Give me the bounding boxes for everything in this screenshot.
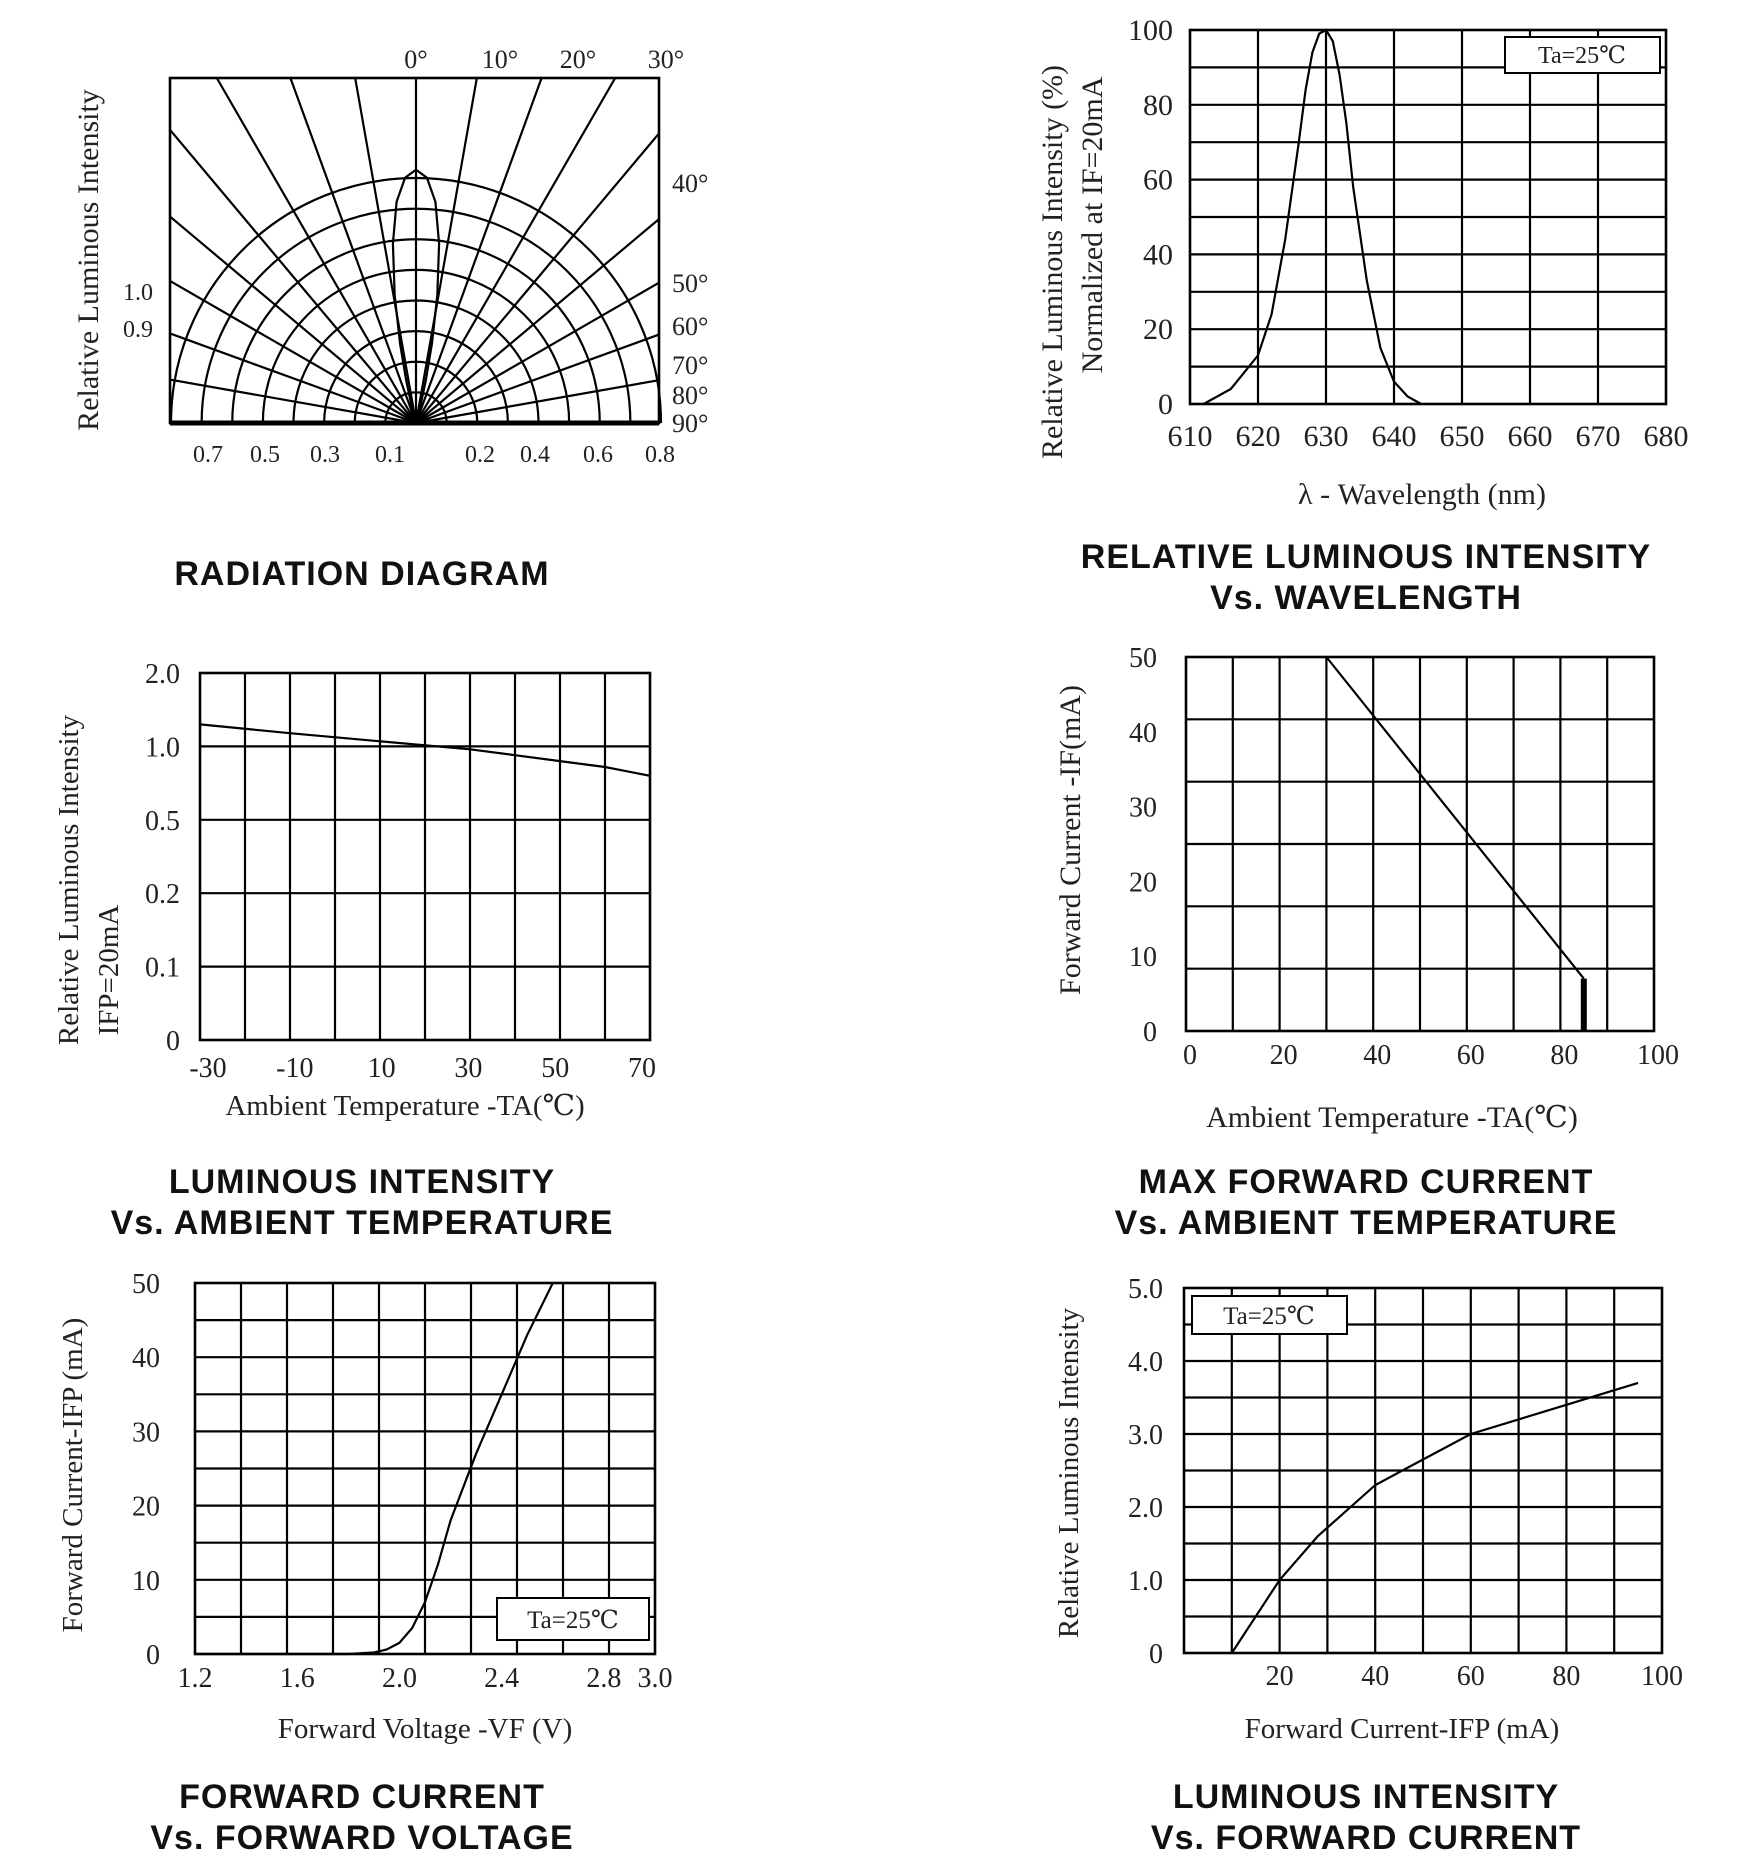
max-current-ylabel: Forward Current -IF(mA) [1054,685,1087,995]
iv-x-tick-label: 2.8 [586,1663,622,1694]
lum-current-y-tick-label: 5.0 [1128,1274,1163,1305]
iv-x-tick-label: 3.0 [637,1663,673,1694]
iv-y-tick-label: 10 [132,1565,160,1597]
iv-ylabel: Forward Current-IFP (mA) [57,1317,89,1633]
lum-current-title: LUMINOUS INTENSITY [1172,1778,1560,1816]
max-current-y-tick-label: 40 [1129,717,1157,749]
max-current-x-tick-label: 40 [1363,1040,1392,1071]
radial-right-04: 0.4 [520,442,550,468]
angle-label-0: 0° [404,45,428,74]
lum-temp-xlabel: Ambient Temperature -TA(℃) [225,1090,585,1122]
wavelength-y-tick-label: 20 [1143,313,1173,347]
max-current-ticks [1129,643,1679,1071]
lum-temp-y-tick-label: 0 [166,1026,180,1057]
radial-right-02: 0.2 [465,442,495,468]
wavelength-subtitle: Vs. WAVELENGTH [1210,579,1522,617]
wavelength-xlabel: λ - Wavelength (nm) [1298,478,1546,511]
lum-temp-x-tick-label: -30 [189,1053,227,1084]
iv-y-tick-label: 0 [146,1640,160,1671]
angle-label-50: 50° [672,269,709,298]
lum-temp-y-tick-label: 0.2 [145,879,180,911]
iv-x-tick-label: 2.4 [484,1663,520,1694]
radial-left-03: 0.3 [310,442,340,468]
lum-temp-x-tick-label: 70 [628,1053,656,1084]
lum-temp-ylabel: Relative Luminous Intensity [53,714,85,1046]
lum-temp-x-tick-label: 10 [367,1053,396,1084]
lum-temp-x-tick-label: -10 [276,1053,314,1084]
wavelength-x-tick-label: 640 [1371,420,1417,453]
lum-current-x-tick-label: 100 [1641,1661,1683,1692]
lum-temp-ticks [145,659,656,1084]
lum-temp-title: LUMINOUS INTENSITY [168,1163,556,1201]
lum-temp-subtitle: Vs. AMBIENT TEMPERATURE [110,1204,614,1242]
max-current-title: MAX FORWARD CURRENT [1138,1163,1594,1201]
wavelength-ticks [1128,14,1689,453]
iv-xlabel: Forward Voltage -VF (V) [277,1713,573,1745]
max-current-x-tick-label: 20 [1269,1040,1298,1071]
wavelength-y-tick-label: 0 [1158,388,1173,421]
lum-current-y-tick-label: 2.0 [1128,1493,1163,1524]
radiation-grid [170,78,661,423]
max-current-chart [1054,643,1679,1242]
intensity-label-1: 1.0 [123,280,153,306]
angle-label-90: 90° [672,409,709,438]
lum-temp-ylabel2: IFP=20mA [93,904,125,1036]
angle-label-20: 20° [559,45,597,74]
max-current-subtitle: Vs. AMBIENT TEMPERATURE [1114,1204,1618,1242]
wavelength-note: Ta=25℃ [1537,43,1627,69]
lum-current-ylabel: Relative Luminous Intensity [1053,1307,1085,1639]
angle-label-70: 70° [672,351,709,380]
max-current-y-tick-label: 10 [1129,942,1157,974]
max-current-y-tick-label: 0 [1143,1017,1157,1048]
max-current-x-tick-label: 80 [1550,1040,1579,1071]
lum-current-y-tick-label: 0 [1149,1639,1163,1670]
radial-right-08: 0.8 [645,442,675,468]
iv-x-tick-label: 1.2 [177,1663,213,1694]
radial-left-05: 0.5 [250,442,280,468]
lum-temp-x-tick-label: 50 [541,1053,570,1084]
max-current-y-tick-label: 50 [1129,643,1157,674]
lum-current-y-tick-label: 4.0 [1128,1347,1163,1378]
wavelength-y-tick-label: 100 [1128,14,1173,47]
wavelength-x-tick-label: 620 [1235,420,1281,453]
wavelength-y-tick-label: 40 [1143,238,1173,272]
lum-current-y-tick-label: 1.0 [1128,1566,1163,1597]
iv-chart [57,1269,673,1857]
radial-left-07: 0.7 [193,442,223,468]
iv-y-tick-label: 40 [132,1343,160,1375]
wavelength-ylabel: Relative Luminous Intensity (%) [1036,64,1069,460]
radial-left-01: 0.1 [375,442,405,468]
max-current-y-tick-label: 20 [1129,867,1157,899]
wavelength-y-tick-label: 60 [1143,163,1173,197]
lum-current-subtitle: Vs. FORWARD CURRENT [1150,1819,1582,1857]
lum-current-curve [1232,1383,1638,1653]
wavelength-chart [1036,14,1689,617]
iv-subtitle: Vs. FORWARD VOLTAGE [150,1819,574,1857]
wavelength-x-tick-label: 680 [1643,420,1689,453]
lum-temp-y-tick-label: 2.0 [145,659,180,690]
max-current-curve [1326,657,1583,979]
iv-note: Ta=25℃ [527,1607,619,1634]
max-current-x-tick-label: 100 [1637,1040,1679,1071]
lum-current-note: Ta=25℃ [1223,1303,1315,1330]
iv-y-tick-label: 20 [132,1491,160,1523]
wavelength-title: RELATIVE LUMINOUS INTENSITY [1080,538,1652,576]
wavelength-x-tick-label: 660 [1507,420,1553,453]
lum-temp-grid [200,673,650,1040]
lum-temp-x-tick-label: 30 [454,1053,483,1084]
intensity-label-09: 0.9 [123,317,153,343]
lum-current-x-tick-label: 40 [1361,1661,1390,1692]
lum-temp-y-tick-label: 0.1 [145,952,180,984]
angle-label-40: 40° [672,169,709,198]
wavelength-x-tick-label: 610 [1167,420,1213,453]
max-current-y-tick-label: 30 [1129,792,1157,824]
max-current-x-tick-label: 60 [1456,1040,1485,1071]
max-current-xlabel: Ambient Temperature -TA(℃) [1206,1101,1578,1134]
lum-current-x-tick-label: 20 [1265,1661,1294,1692]
lum-current-x-tick-label: 80 [1552,1661,1581,1692]
radiation-ylabel: Relative Luminous Intensity [72,89,105,431]
lum-temp-chart [53,659,656,1242]
angle-label-60: 60° [672,312,709,341]
angle-label-30: 30° [647,45,685,74]
max-current-grid [1186,657,1654,1031]
iv-y-tick-label: 50 [132,1269,160,1300]
max-current-x-tick-label: 0 [1183,1040,1197,1071]
lum-temp-y-tick-label: 0.5 [145,805,180,837]
wavelength-x-tick-label: 650 [1439,420,1485,453]
radiation-title: RADIATION DIAGRAM [174,555,550,593]
iv-x-tick-label: 1.6 [279,1663,315,1694]
lum-current-grid [1184,1288,1662,1653]
iv-y-tick-label: 30 [132,1417,160,1449]
wavelength-ylabel2: Normalized at IF=20mA [1076,76,1109,374]
radial-right-06: 0.6 [583,442,613,468]
wavelength-x-tick-label: 630 [1303,420,1349,453]
iv-title: FORWARD CURRENT [179,1778,545,1816]
lum-current-ticks [1128,1274,1683,1692]
radiation-diagram [72,45,708,593]
angle-label-80: 80° [672,381,709,410]
wavelength-y-tick-label: 80 [1143,88,1173,122]
iv-x-tick-label: 2.0 [381,1663,417,1694]
angle-label-10: 10° [481,45,519,74]
lum-current-xlabel: Forward Current-IFP (mA) [1244,1713,1560,1745]
lum-temp-y-tick-label: 1.0 [145,732,180,764]
lum-current-chart [1053,1274,1683,1857]
lum-current-y-tick-label: 3.0 [1128,1420,1163,1451]
lum-current-x-tick-label: 60 [1456,1661,1485,1692]
wavelength-x-tick-label: 670 [1575,420,1621,453]
